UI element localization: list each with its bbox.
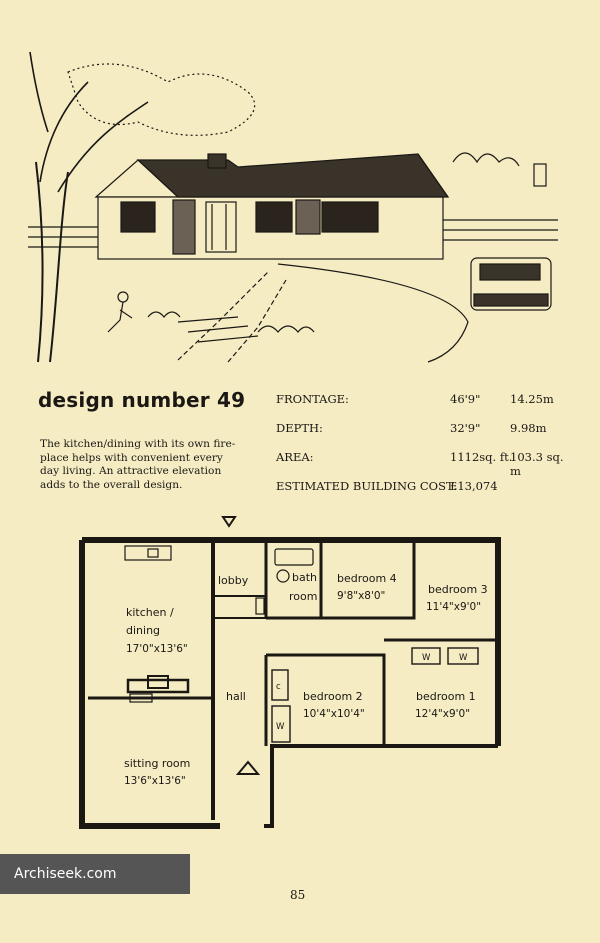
room-bedroom1-size: 12'4"x9'0": [415, 708, 471, 720]
room-bedroom1: bedroom 1: [416, 690, 476, 703]
page-number: 85: [290, 888, 306, 902]
room-bathroom-line2: room: [289, 590, 318, 603]
house-elevation-illustration: [28, 42, 568, 372]
spec-imperial: 32'9": [450, 421, 481, 435]
design-title: design number 49: [38, 388, 246, 412]
room-kitchen-size: 17'0"x13'6": [126, 643, 188, 655]
spec-label: AREA:: [276, 450, 314, 464]
spec-cost-value: £13,074: [450, 479, 498, 493]
room-bedroom2: bedroom 2: [303, 690, 363, 703]
wardrobe-label: W: [276, 722, 285, 732]
room-bedroom3: bedroom 3: [428, 583, 488, 596]
watermark: Archiseek.com: [0, 854, 190, 894]
entrance-arrow-icon: [238, 762, 258, 774]
room-sitting: sitting room: [124, 757, 191, 770]
spec-label: FRONTAGE:: [276, 392, 349, 406]
spec-metric: 14.25m: [510, 392, 554, 406]
spec-imperial: 1112sq. ft.: [450, 450, 513, 464]
room-bedroom4-size: 9'8"x8'0": [337, 590, 386, 602]
room-bedroom3-size: 11'4"x9'0": [426, 601, 482, 613]
cupboard-label: c: [276, 682, 281, 692]
spec-row-area: [276, 450, 576, 478]
room-sitting-size: 13'6"x13'6": [124, 775, 186, 787]
room-kitchen-line1: kitchen /: [126, 606, 174, 619]
spec-label: DEPTH:: [276, 421, 323, 435]
spec-row-cost: [276, 479, 576, 495]
spec-metric: 9.98m: [510, 421, 547, 435]
spec-row-frontage: [276, 392, 576, 408]
room-lobby: lobby: [218, 574, 249, 587]
spec-label: ESTIMATED BUILDING COST:: [276, 479, 458, 493]
wardrobe-label: W: [422, 653, 431, 663]
north-arrow-icon: [223, 517, 235, 526]
room-kitchen-line2: dining: [126, 624, 161, 637]
spec-metric: 103.3 sq. m: [510, 450, 564, 478]
floor-plan: [76, 510, 516, 836]
room-hall: hall: [226, 690, 246, 703]
spec-row-depth: [276, 421, 576, 437]
room-bedroom4: bedroom 4: [337, 572, 397, 585]
room-bedroom2-size: 10'4"x10'4": [303, 708, 365, 720]
design-description: The kitchen/dining with its own fire-place helps with convenient every day living. An attractive elevation adds to the overall design.: [40, 438, 236, 491]
spec-imperial: 46'9": [450, 392, 481, 406]
wardrobe-label: W: [459, 653, 468, 663]
room-bathroom-line1: bath: [292, 571, 318, 584]
